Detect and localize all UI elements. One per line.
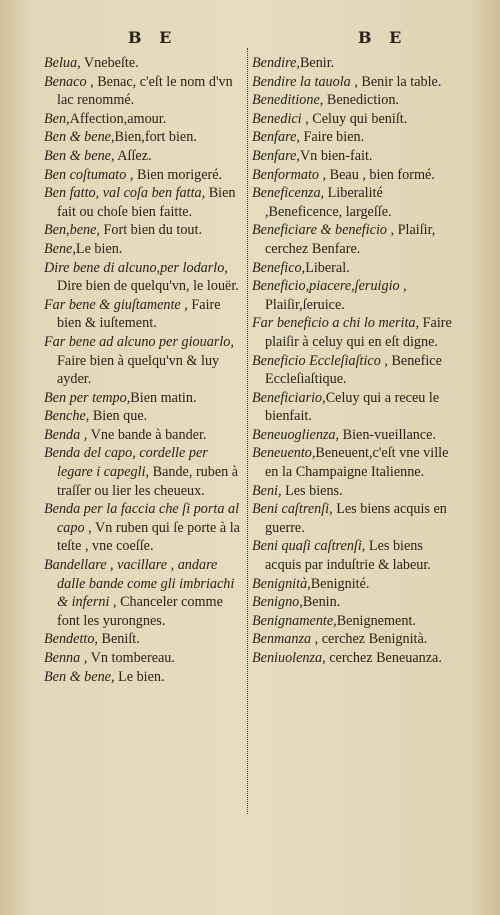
entry-headword: Dire bene di alcuno,per lodarlo, xyxy=(44,259,228,276)
entry-headword: Benda per la faccia che ſi porta al capo xyxy=(44,501,240,536)
dictionary-entry xyxy=(252,352,458,389)
entry-headword: Beneditione, xyxy=(252,92,324,109)
entry-definition: , Benac, c'eſt le nom d'vn lac renommé. xyxy=(57,73,233,109)
dictionary-entry xyxy=(44,649,244,668)
entry-definition: Faire plaiſir à celuy qui en eſt digne. xyxy=(265,315,452,350)
entry-definition: Bien-vueillance. xyxy=(339,426,436,443)
dictionary-entry xyxy=(252,91,458,110)
dictionary-entry xyxy=(44,407,244,426)
dictionary-entry xyxy=(252,500,458,537)
entry-definition: , Benefice Eccleſiaſtique. xyxy=(265,352,442,388)
entry-definition: Faire bien à quelqu'vn & luy ayder. xyxy=(57,352,220,388)
entry-headword: Benna xyxy=(44,650,81,666)
entry-headword: Bene, xyxy=(44,240,76,257)
dictionary-entry xyxy=(44,426,244,445)
entry-definition: Beniſt. xyxy=(97,631,140,648)
entry-headword: Ben & bene, xyxy=(44,147,115,164)
entry-headword: Beneuento, xyxy=(252,445,316,462)
dictionary-entry xyxy=(44,221,244,240)
entry-headword: Ben,bene, xyxy=(44,222,100,239)
entry-headword: Benefico, xyxy=(252,259,306,276)
entry-headword: Benigno, xyxy=(252,594,303,611)
dictionary-entry xyxy=(44,389,244,408)
dictionary-entry xyxy=(252,128,458,147)
entry-headword: Far bene ad alcuno per giouarlo, xyxy=(44,333,234,350)
dictionary-entry xyxy=(252,184,458,221)
entry-headword: Belua, xyxy=(44,55,81,71)
dictionary-entry xyxy=(252,314,458,351)
entry-headword: Beneficio Eccleſiaſtico xyxy=(252,352,381,369)
entry-headword: Beneficio,piacere,ſeruigio xyxy=(252,278,400,295)
dictionary-entry xyxy=(44,54,244,73)
entry-definition: , Vne bande à bander. xyxy=(80,426,207,443)
entry-definition: Benignité. xyxy=(310,575,370,592)
dictionary-entry xyxy=(44,184,244,221)
entry-definition: , Vn ruben qui ſe porte à la teſte , vne coeſſe. xyxy=(57,519,240,555)
entry-headword: Ben & bene, xyxy=(44,668,115,685)
dictionary-entry xyxy=(44,110,244,129)
right-column xyxy=(252,54,458,668)
entry-definition: , Bien morigeré. xyxy=(126,166,223,183)
dictionary-entry xyxy=(44,166,244,185)
entry-definition: Fort bien du tout. xyxy=(99,222,203,239)
column-divider xyxy=(247,48,249,814)
entry-headword: Benformato xyxy=(252,166,319,183)
entry-definition: , Benir la table. xyxy=(350,73,442,90)
dictionary-entry xyxy=(44,240,244,259)
dictionary-entry xyxy=(252,166,458,185)
dictionary-entry xyxy=(44,128,244,147)
dictionary-entry xyxy=(252,630,458,649)
entry-definition: , cerchez Benignità. xyxy=(311,631,428,648)
entry-headword: Benfare, xyxy=(252,129,300,146)
dictionary-entry xyxy=(252,73,458,92)
entry-definition: cerchez Beneuanza. xyxy=(325,650,442,666)
entry-definition: Bien,fort bien. xyxy=(114,129,197,146)
dictionary-entry xyxy=(44,259,244,296)
entry-headword: Bendire, xyxy=(252,55,300,71)
entry-definition: Benediction. xyxy=(323,92,399,109)
entry-definition: Le bien. xyxy=(114,668,165,685)
entry-definition: Vnebeſte. xyxy=(80,55,139,71)
entry-definition: Benir. xyxy=(299,55,335,71)
dictionary-entry xyxy=(252,575,458,594)
entry-headword: Beni caſtrenſi, xyxy=(252,501,333,518)
dictionary-entry xyxy=(44,73,244,110)
entry-headword: Benda xyxy=(44,426,81,443)
entry-definition: Les biens acquis en guerre. xyxy=(265,501,447,536)
dictionary-entry xyxy=(252,147,458,166)
entry-definition: Le bien. xyxy=(75,240,123,257)
entry-headword: Beni quaſi caſtrenſi, xyxy=(252,538,366,555)
entry-headword: Benedici xyxy=(252,110,302,127)
entry-definition: Beneuent,c'eſt vne ville en la Champaigne Italienne. xyxy=(265,445,449,481)
entry-headword: Far beneficio a chi lo merita, xyxy=(252,315,420,332)
entry-definition: , Vn tombereau. xyxy=(80,650,175,666)
dictionary-entry xyxy=(252,277,458,314)
entry-definition: Liberal. xyxy=(305,259,350,276)
entry-definition: Bien matin. xyxy=(130,389,197,406)
entry-headword: Benaco xyxy=(44,73,87,90)
dictionary-entry xyxy=(252,593,458,612)
entry-definition: Bien que. xyxy=(89,408,148,425)
dictionary-entry xyxy=(252,389,458,426)
entry-definition: Benignement. xyxy=(336,612,416,629)
dictionary-entry xyxy=(44,500,244,556)
entry-definition: , Celuy qui beniſt. xyxy=(301,110,408,127)
dictionary-entry xyxy=(252,649,458,668)
dictionary-entry xyxy=(44,668,244,687)
entry-headword: Far bene & giuſtamente xyxy=(44,296,181,313)
entry-headword: Ben per tempo, xyxy=(44,389,131,406)
entry-definition: , Plaiſir, cerchez Benfare. xyxy=(265,222,436,257)
entry-headword: Benmanza xyxy=(252,631,312,648)
entry-definition: , Faire bien & iuſtement. xyxy=(57,296,221,332)
entry-definition: Faire bien. xyxy=(299,129,365,146)
entry-headword: Beneuoglienza, xyxy=(252,426,340,443)
running-head-right: B E xyxy=(358,28,408,47)
entry-definition: Bande, ruben à traſſer ou lier les cheueux. xyxy=(57,464,239,499)
entry-headword: Benda del capo, cordelle per legare i capegli, xyxy=(44,445,208,481)
dictionary-entry xyxy=(252,482,458,501)
dictionary-entry xyxy=(44,630,244,649)
entry-headword: Benignità, xyxy=(252,575,311,592)
entry-definition: Affection,amour. xyxy=(69,110,167,127)
entry-definition: Bien fait ou choſe bien faitte. xyxy=(57,185,236,220)
entry-headword: Beneficiario, xyxy=(252,389,326,406)
dictionary-entry xyxy=(252,537,458,574)
entry-definition: , Chanceler comme font les yurongnes. xyxy=(57,594,223,629)
entry-headword: Bendire la tauola xyxy=(252,73,351,90)
entry-definition: Liberalité ,Beneficence, largeſſe. xyxy=(265,185,392,220)
entry-headword: Benfare, xyxy=(252,147,300,164)
dictionary-entry xyxy=(252,426,458,445)
entry-definition: , Plaiſir,ſeruice. xyxy=(265,278,407,313)
entry-definition: Celuy qui a receu le bienfait. xyxy=(265,389,440,425)
entry-headword: Ben coſtumato xyxy=(44,166,127,183)
entry-headword: Ben fatto, val coſa ben fatta, xyxy=(44,185,206,202)
dictionary-entry xyxy=(252,54,458,73)
entry-definition: Les biens acquis par induſtrie & labeur. xyxy=(265,538,431,574)
entry-headword: Bendetto, xyxy=(44,631,98,648)
dictionary-entry xyxy=(252,221,458,258)
entry-definition: , Beau , bien formé. xyxy=(319,166,435,183)
entry-definition: Benin. xyxy=(302,594,341,611)
entry-headword: Bandellare , vacillare , andare dalle bande come gli imbriachi & inferni xyxy=(44,557,235,611)
dictionary-entry xyxy=(252,612,458,631)
dictionary-entry xyxy=(44,296,244,333)
entry-headword: Benignamente, xyxy=(252,612,337,629)
entry-definition: Dire bien de quelqu'vn, le louër. xyxy=(57,278,239,295)
entry-headword: Ben, xyxy=(44,110,70,127)
entry-definition: Aſſez. xyxy=(114,147,152,164)
entry-headword: Ben & bene, xyxy=(44,129,115,146)
dictionary-entry xyxy=(44,147,244,166)
dictionary-entry xyxy=(252,110,458,129)
entry-headword: Beneficenza, xyxy=(252,185,325,202)
entry-definition: Vn bien-fait. xyxy=(299,147,373,164)
dictionary-entry xyxy=(44,556,244,630)
entry-definition: Les biens. xyxy=(281,482,343,499)
entry-headword: Beni, xyxy=(252,482,282,499)
entry-headword: Beneficiare & beneficio xyxy=(252,222,387,239)
dictionary-entry xyxy=(252,444,458,481)
running-head-left: B E xyxy=(128,28,178,47)
left-column xyxy=(44,54,244,686)
dictionary-entry xyxy=(44,444,244,500)
dictionary-entry xyxy=(44,333,244,389)
entry-headword: Beniuolenza, xyxy=(252,650,326,666)
dictionary-entry xyxy=(252,259,458,278)
entry-headword: Benche, xyxy=(44,408,90,425)
